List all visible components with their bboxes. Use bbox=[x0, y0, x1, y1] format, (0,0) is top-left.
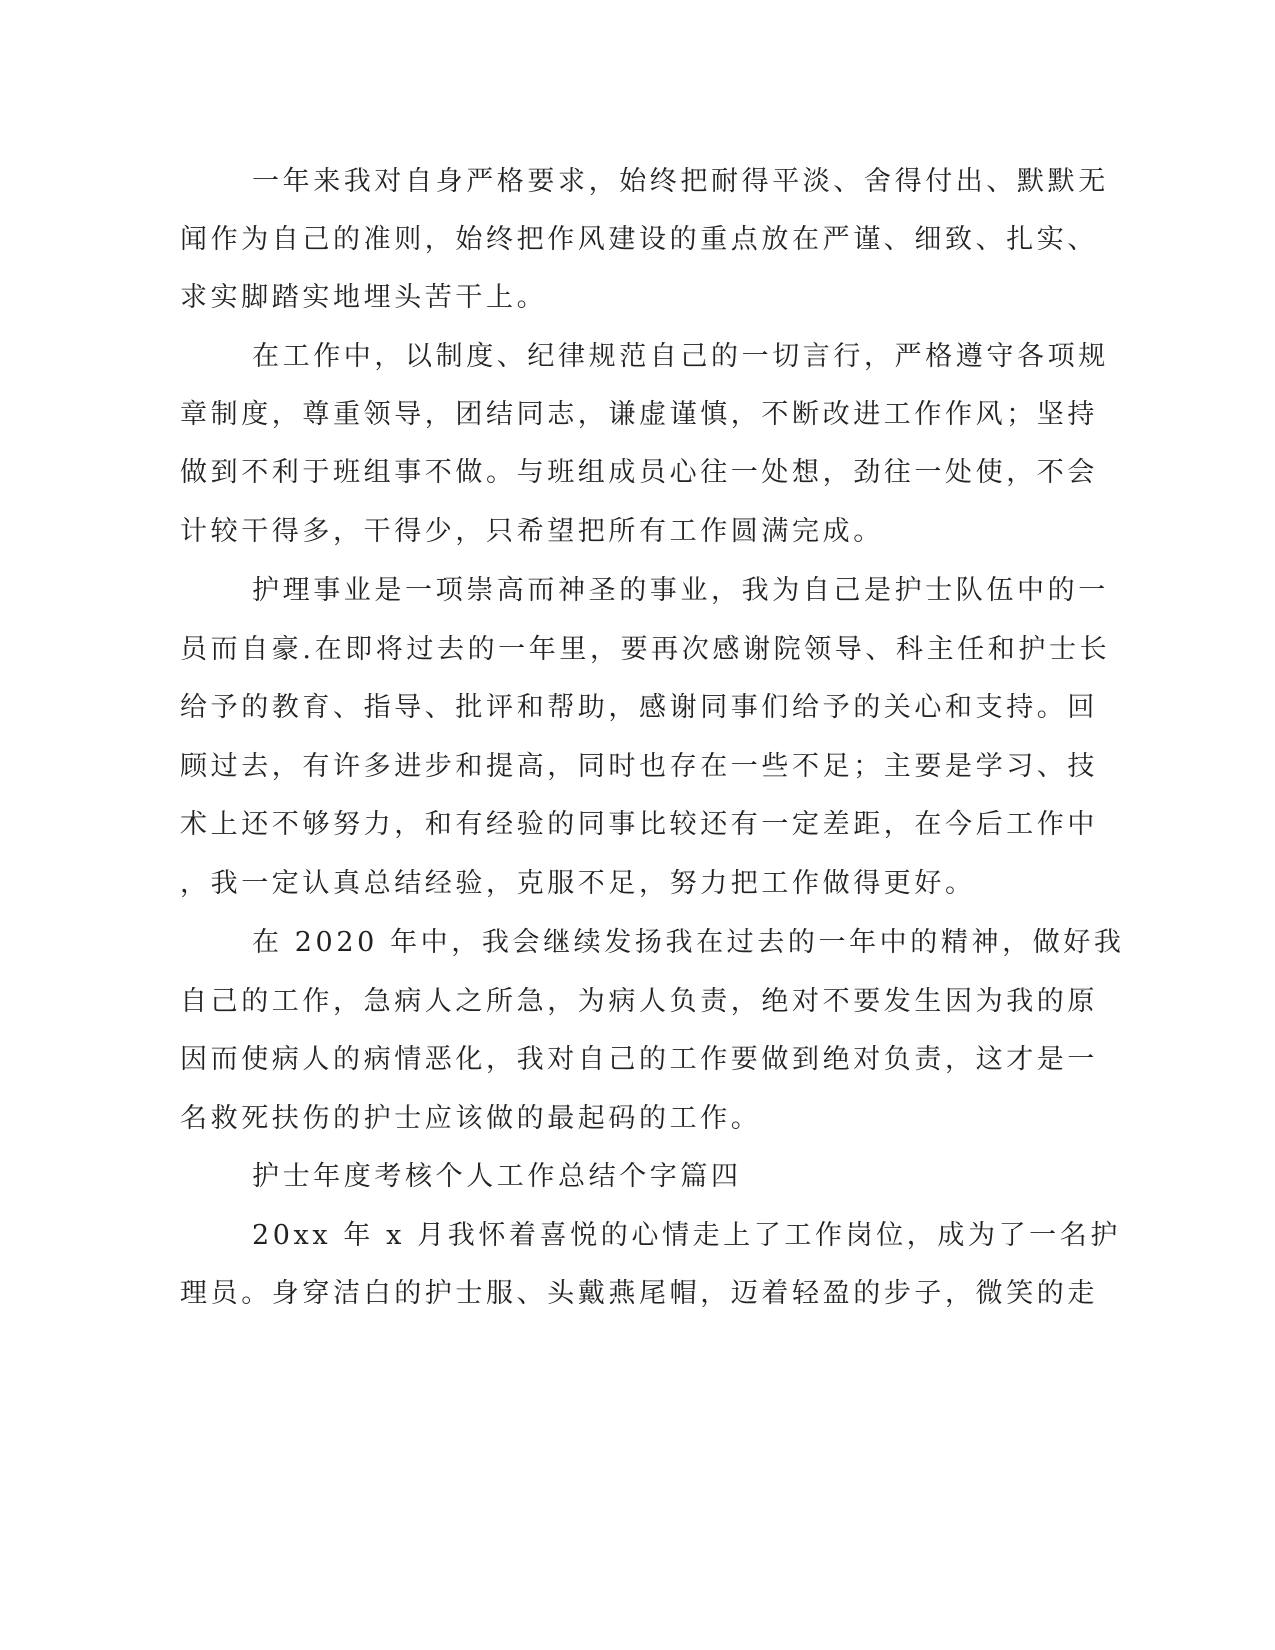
text-line: 因而使病人的病情恶化，我对自己的工作要做到绝对负责，这才是一 bbox=[180, 1044, 1098, 1075]
text-line: ，我一定认真总结经验，克服不足，努力把工作做得更好。 bbox=[180, 868, 976, 899]
text-line: 员而自豪.在即将过去的一年里，要再次感谢院领导、科主任和护士长 bbox=[180, 634, 1111, 665]
text-line: 护理事业是一项崇高而神圣的事业，我为自己是护士队伍中的一 bbox=[252, 575, 1109, 606]
text-line: 在工作中，以制度、纪律规范自己的一切言行，严格遵守各项规 bbox=[252, 341, 1109, 372]
text-line: 一年来我对自身严格要求，始终把耐得平淡、舍得付出、默默无 bbox=[252, 166, 1109, 197]
text-line: 做到不利于班组事不做。与班组成员心往一处想，劲往一处使，不会 bbox=[180, 457, 1098, 488]
text-line: 章制度，尊重领导，团结同志，谦虚谨慎，不断改进工作作风；坚持 bbox=[180, 399, 1098, 430]
text-line: 闻作为自己的准则，始终把作风建设的重点放在严谨、细致、扎实、 bbox=[180, 224, 1098, 255]
text-line: 求实脚踏实地埋头苦干上。 bbox=[180, 282, 548, 313]
text-line: 顾过去，有许多进步和提高，同时也存在一些不足；主要是学习、技 bbox=[180, 751, 1098, 782]
text-line: 20xx 年 x 月我怀着喜悦的心情走上了工作岗位，成为了一名护 bbox=[252, 1220, 1121, 1251]
text-line: 给予的教育、指导、批评和帮助，感谢同事们给予的关心和支持。回 bbox=[180, 692, 1098, 723]
text-line: 名救死扶伤的护士应该做的最起码的工作。 bbox=[180, 1103, 762, 1134]
text-line: 理员。身穿洁白的护士服、头戴燕尾帽，迈着轻盈的步子，微笑的走 bbox=[180, 1278, 1098, 1309]
section-heading: 护士年度考核个人工作总结个字篇四 bbox=[252, 1161, 742, 1192]
text-line: 自己的工作，急病人之所急，为病人负责，绝对不要发生因为我的原 bbox=[180, 986, 1098, 1017]
text-line: 在 2020 年中，我会继续发扬我在过去的一年中的精神，做好我 bbox=[252, 927, 1125, 958]
text-line: 计较干得多，干得少，只希望把所有工作圆满完成。 bbox=[180, 516, 884, 547]
text-line: 术上还不够努力，和有经验的同事比较还有一定差距，在今后工作中 bbox=[180, 809, 1098, 840]
